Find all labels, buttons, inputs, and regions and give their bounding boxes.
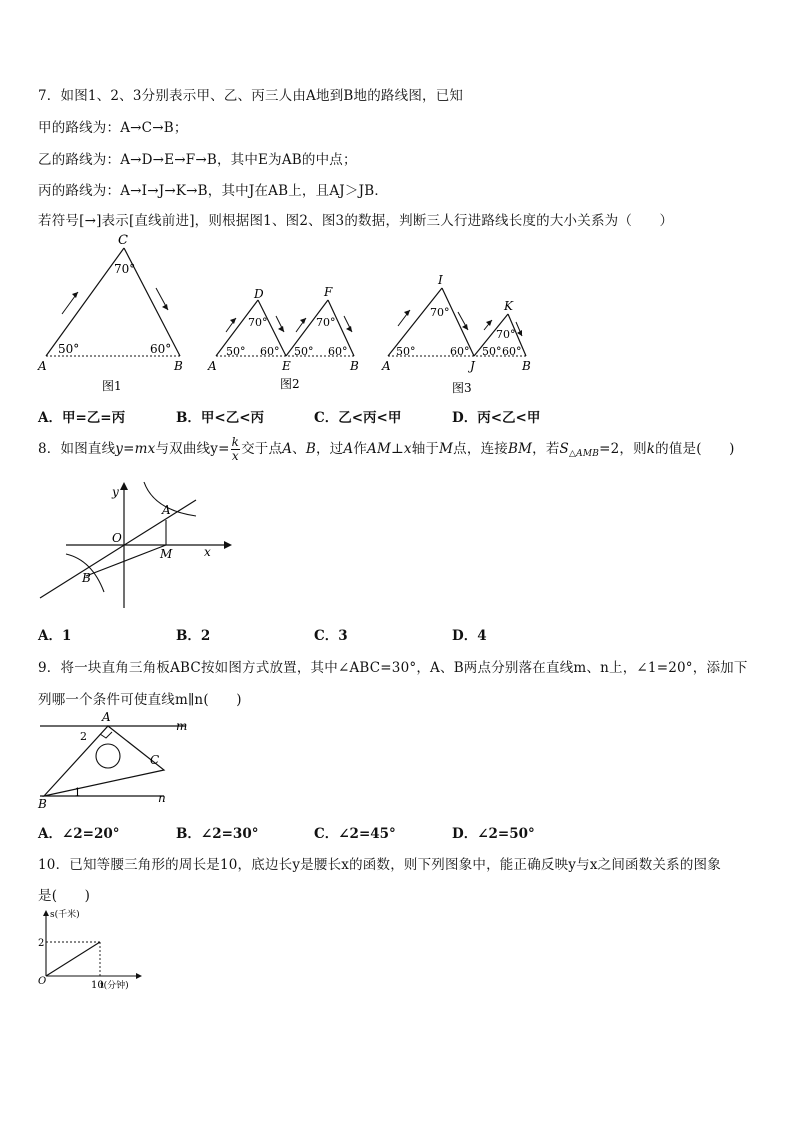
q9-angle-2: 2 bbox=[80, 730, 87, 743]
fig3-caption: 图3 bbox=[452, 381, 472, 395]
q9-line-m: m bbox=[176, 719, 188, 733]
q7-figure-3 bbox=[381, 273, 531, 395]
fig2-angle-5: 50° bbox=[294, 345, 314, 358]
fig1-angle-a: 50° bbox=[58, 342, 80, 356]
fig2-angle-6: 60° bbox=[328, 345, 348, 358]
fig3-label-j: J bbox=[470, 359, 475, 373]
fig3-angle-5: 50° bbox=[482, 345, 502, 358]
fig2-label-a: A bbox=[208, 359, 217, 373]
q9-figure bbox=[36, 710, 196, 810]
q10-origin: O bbox=[38, 976, 47, 987]
q8-axis-y: y bbox=[112, 485, 119, 499]
q10-line2: 是( ) bbox=[38, 888, 91, 904]
q10-x-tick-10: 10 bbox=[91, 980, 104, 991]
q7-option-c[interactable]: C．乙<丙<甲 bbox=[314, 410, 402, 426]
fig2-label-b: B bbox=[350, 359, 359, 373]
q7-line2: 甲的路线为：A→C→B； bbox=[38, 120, 188, 136]
q8-option-b[interactable]: B．2 bbox=[176, 628, 211, 644]
fig2-angle-2: 70° bbox=[316, 316, 336, 329]
fig3-angle-4: 60° bbox=[450, 345, 470, 358]
q9-line2: 列哪一个条件可使直线m∥n( ) bbox=[38, 692, 242, 708]
q7-line4: 丙的路线为：A→I→J→K→B，其中J在AB上，且AJ＞JB． bbox=[38, 183, 389, 199]
q8-figure bbox=[36, 480, 236, 610]
q7-option-a[interactable]: A．甲=乙=丙 bbox=[38, 410, 126, 426]
q8-option-d[interactable]: D．4 bbox=[452, 628, 487, 644]
q10-graph bbox=[36, 908, 166, 991]
q10-x-label: t(分钟) bbox=[100, 981, 129, 991]
fig1-label-a: A bbox=[38, 359, 47, 373]
q7-option-d[interactable]: D．丙<乙<甲 bbox=[452, 410, 541, 426]
fig3-angle-3: 50° bbox=[396, 345, 416, 358]
fig2-angle-3: 50° bbox=[226, 345, 246, 358]
fig1-angle-b: 60° bbox=[150, 342, 172, 356]
fig3-angle-6: 60° bbox=[502, 345, 522, 358]
fig2-label-e: E bbox=[282, 359, 291, 373]
q8-option-c[interactable]: C．3 bbox=[314, 628, 348, 644]
q9-option-a[interactable]: A．∠2=20° bbox=[38, 826, 120, 842]
fig3-label-k: K bbox=[504, 299, 513, 313]
q9-point-b: B bbox=[38, 797, 47, 811]
q7-line3: 乙的路线为：A→D→E→F→B，其中E为AB的中点； bbox=[38, 152, 357, 168]
q9-line1: 9．将一块直角三角板ABC按如图方式放置，其中∠ABC=30°，A、B两点分别落在直线m、n上，∠1=20°，添加下 bbox=[38, 660, 748, 676]
fig1-label-b: B bbox=[174, 359, 183, 373]
q9-option-c[interactable]: C．∠2=45° bbox=[314, 826, 396, 842]
q7-option-b[interactable]: B．甲<乙<丙 bbox=[176, 410, 265, 426]
q8-point-a: A bbox=[162, 503, 171, 517]
q9-option-d[interactable]: D．∠2=50° bbox=[452, 826, 535, 842]
fig3-angle-2: 70° bbox=[496, 328, 516, 341]
fig1-label-c: C bbox=[118, 233, 128, 248]
fig2-caption: 图2 bbox=[280, 377, 300, 391]
q8-fraction: $\frac{k}{x}$ bbox=[231, 435, 240, 463]
fig2-label-f: F bbox=[324, 285, 333, 299]
fig3-angle-1: 70° bbox=[430, 306, 450, 319]
fig2-label-d: D bbox=[254, 287, 264, 301]
q10-line1: 10．已知等腰三角形的周长是10，底边长y是腰长x的函数，则下列图象中，能正确反映y与x之间函数关系的图象 bbox=[38, 857, 721, 873]
q7-line5: 若符号[→]表示[直线前进]，则根据图1、图2、图3的数据，判断三人行进路线长度的大小关系为（ ） bbox=[38, 213, 674, 229]
q8-origin: O bbox=[112, 531, 122, 545]
fig3-label-i: I bbox=[438, 273, 443, 287]
q8-point-m: M bbox=[160, 547, 173, 561]
fig1-angle-c: 70° bbox=[114, 262, 136, 276]
q10-y-label: s(千米) bbox=[50, 910, 80, 920]
q7-figure-1 bbox=[37, 233, 183, 393]
q10-y-tick-2: 2 bbox=[38, 938, 45, 949]
q7-figures bbox=[30, 230, 590, 400]
q7-figure-2 bbox=[207, 285, 359, 391]
q9-option-b[interactable]: B．∠2=30° bbox=[176, 826, 259, 842]
q8-option-a[interactable]: A．1 bbox=[38, 628, 72, 644]
q9-angle-1: 1 bbox=[74, 786, 81, 799]
fig2-angle-4: 60° bbox=[260, 345, 280, 358]
q9-line-n: n bbox=[158, 791, 166, 805]
q8-axis-x: x bbox=[204, 545, 211, 559]
fig2-angle-1: 70° bbox=[248, 316, 268, 329]
fig3-label-a: A bbox=[382, 359, 391, 373]
q7-line1: 7．如图1、2、3分别表示甲、乙、丙三人由A地到B地的路线图，已知 bbox=[38, 88, 464, 104]
fig3-label-b: B bbox=[522, 359, 531, 373]
q8-question: 8．如图直线y=mx与双曲线y= $\frac{k}{x}$ 交于点A、B，过A作AM⊥x轴于M点，连接BM，若$S_{\triangle AMB}=2$，则k的值是( ) bbox=[38, 435, 735, 463]
q9-point-c: C bbox=[150, 753, 160, 767]
q9-point-a: A bbox=[102, 710, 111, 724]
q8-point-b: B bbox=[82, 571, 91, 585]
fig1-caption: 图1 bbox=[102, 379, 122, 393]
